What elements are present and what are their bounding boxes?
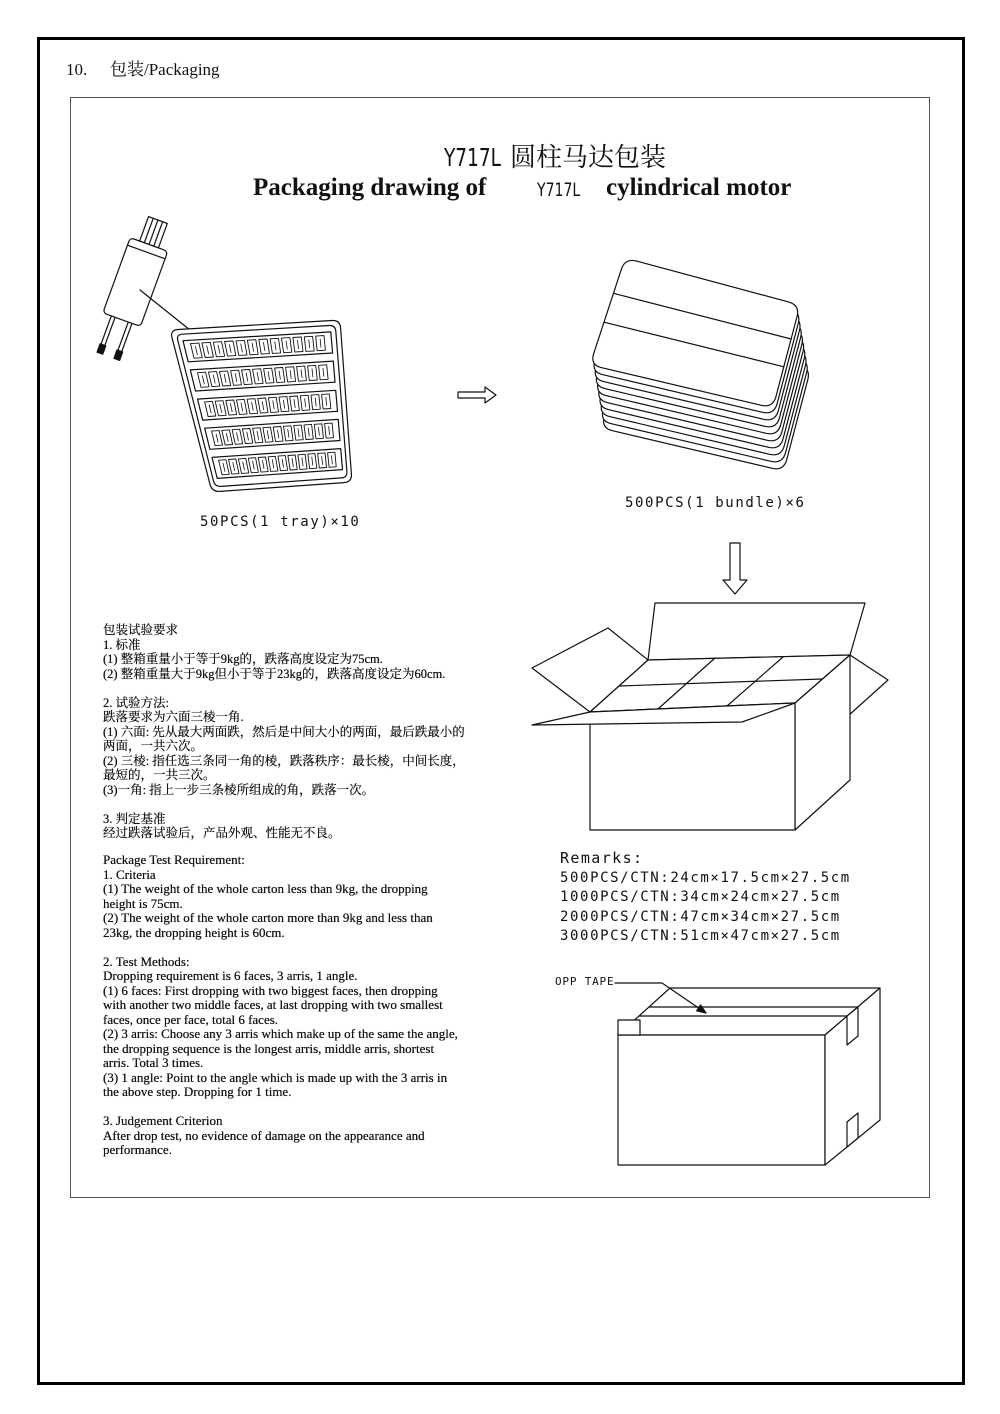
note-line: Dropping requirement is 6 faces, 3 arris, 1 angle. xyxy=(103,968,358,983)
closed-carton-front xyxy=(618,1035,825,1165)
note-section xyxy=(103,812,465,841)
en-test-requirements xyxy=(103,853,458,1158)
remarks-line: 2000PCS/CTN:47cm×34cm×27.5cm xyxy=(560,908,841,925)
bundle-quantity-label: 500PCS(1 bundle)×6 xyxy=(625,495,806,511)
note-line: performance. xyxy=(103,1142,172,1157)
note-line: (3) 1 angle: Point to the angle which is made up with the 3 arris in xyxy=(103,1069,448,1085)
closed-carton-drawing xyxy=(618,988,880,1165)
note-line: (2) 整箱重量大于9kg但小于等于23kg的，跌落高度设定为60cm. xyxy=(103,666,446,681)
tray-quantity-label: 50PCS(1 tray)×10 xyxy=(200,514,361,530)
remarks-line: 3000PCS/CTN:51cm×47cm×27.5cm xyxy=(560,928,841,944)
title-cn: 圆柱马达包装 xyxy=(510,143,667,172)
title-en-model-text: Y717L xyxy=(537,179,581,201)
note-line: (1) 六面: 先从最大两面跌，然后是中间大小的两面，最后跌最小的 xyxy=(103,724,465,739)
note-line: (2) The weight of the whole carton more than 9kg and less than xyxy=(103,910,433,925)
remarks-line: 1000PCS/CTN:34cm×24cm×27.5cm xyxy=(560,889,841,905)
note-section xyxy=(103,696,465,798)
right-arrow-icon xyxy=(458,387,496,403)
title-en-prefix: Packaging drawing of xyxy=(253,174,487,201)
note-line: height is 75cm. xyxy=(103,895,183,911)
note-line: 3. Judgement Criterion xyxy=(103,1113,223,1128)
note-line: 包装试验要求 xyxy=(103,623,179,637)
motor-drawing xyxy=(90,213,177,363)
down-arrow-icon xyxy=(723,543,747,594)
note-line: Package Test Requirement: xyxy=(103,852,245,867)
bundle-drawing xyxy=(593,260,809,468)
motor-body xyxy=(103,238,168,327)
note-line: 经过跌落试验后，产品外观、性能无不良。 xyxy=(103,826,341,840)
note-line: 1. Criteria xyxy=(103,866,156,882)
motor-lead-tip xyxy=(97,344,106,355)
tray-drawing xyxy=(172,320,352,491)
section-number: 10. xyxy=(66,60,88,79)
tape-front-tab xyxy=(618,1020,640,1035)
note-section xyxy=(103,853,458,940)
open-carton-drawing xyxy=(532,603,888,830)
remarks-line: 500PCS/CTN:24cm×17.5cm×27.5cm xyxy=(560,869,851,886)
section-title: 包装/Packaging xyxy=(110,60,220,79)
note-line: (1) The weight of the whole carton less than 9kg, the dropping xyxy=(103,881,428,896)
note-line: 2. 试验方法: xyxy=(103,695,169,710)
note-line: 最短的，一共三次。 xyxy=(103,768,216,782)
note-line: the above step. Dropping for 1 time. xyxy=(103,1084,292,1099)
remarks-block xyxy=(560,849,851,947)
note-section xyxy=(103,1114,458,1158)
note-line: arris. Total 3 times. xyxy=(103,1055,204,1070)
note-line: (2) 三棱: 指任选三条同一角的棱，跌落秩序：最长棱，中间长度， xyxy=(103,753,465,768)
remarks-title: Remarks: xyxy=(560,849,644,867)
carton-back-flap xyxy=(648,603,865,660)
note-line: (1) 6 faces: First dropping with two biggest faces, then dropping xyxy=(103,982,438,998)
cn-test-requirements xyxy=(103,623,465,841)
note-line: 跌落要求为六面三棱一角. xyxy=(103,710,244,724)
note-line: (3)一角: 指上一步三条棱所组成的角，跌落一次。 xyxy=(103,782,375,797)
note-line: (2) 3 arris: Choose any 3 arris which make up of the same the angle, xyxy=(103,1026,458,1041)
note-line: 2. Test Methods: xyxy=(103,953,190,969)
title-en-suffix: cylindrical motor xyxy=(606,174,792,201)
note-line: the dropping sequence is the longest arris, middle arris, shortest xyxy=(103,1040,435,1056)
note-line: 3. 判定基准 xyxy=(103,811,166,826)
opp-tape-label: OPP TAPE xyxy=(555,975,615,988)
note-line: After drop test, no evidence of damage on the appearance and xyxy=(103,1127,425,1143)
note-section xyxy=(103,955,458,1100)
tray-outline xyxy=(172,320,352,491)
note-line: 1. 标准 xyxy=(103,637,141,652)
note-line: faces, once per face, total 6 faces. xyxy=(103,1011,279,1027)
note-line: 两面，一共六次。 xyxy=(103,739,204,753)
note-line: with another two middle faces, at last dropping with two smallest xyxy=(103,997,443,1012)
note-line: (1) 整箱重量小于等于9kg的，跌落高度设定为75cm. xyxy=(103,652,383,666)
note-section xyxy=(103,623,465,681)
note-line: 23kg, the dropping height is 60cm. xyxy=(103,924,285,940)
motor-lead-tip xyxy=(114,350,123,361)
title-model-text: Y717L xyxy=(444,143,501,172)
